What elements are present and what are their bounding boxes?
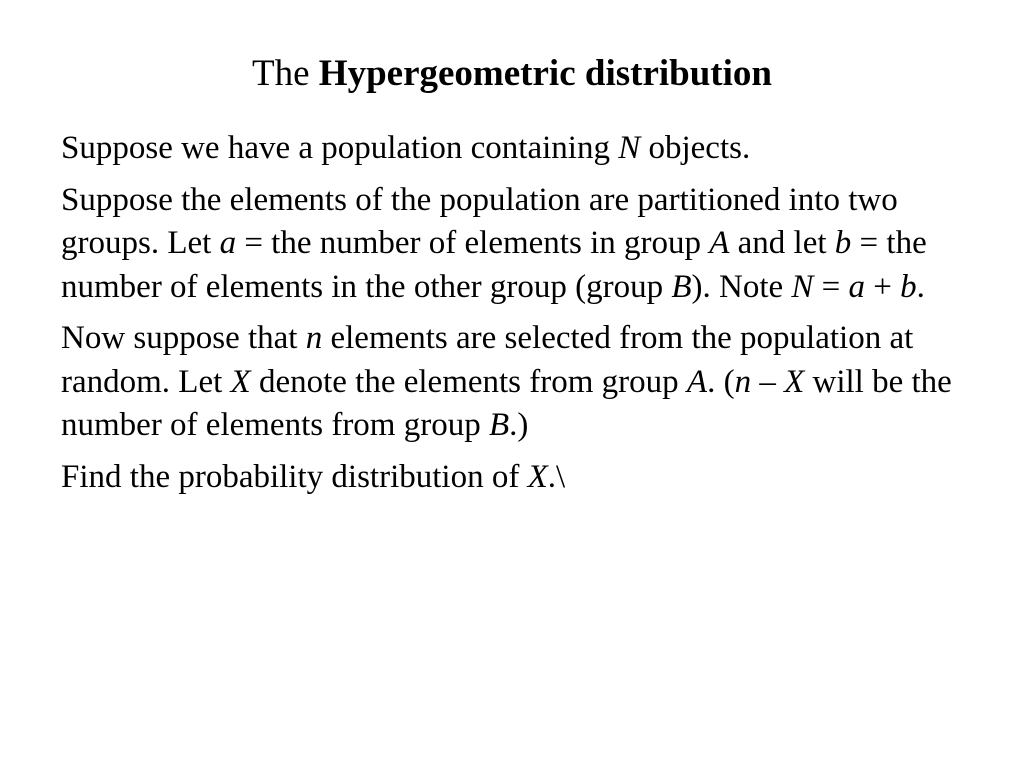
paragraph-question xyxy=(61,456,996,500)
text: Find the probability distribution of xyxy=(61,458,528,495)
var-A: A xyxy=(686,363,708,400)
text: will be the number of elements from group xyxy=(61,363,952,443)
var-a: a xyxy=(219,225,237,261)
var-X: X xyxy=(784,363,805,400)
paragraph-partition xyxy=(61,179,996,310)
var-A: A xyxy=(709,225,730,261)
text: and let xyxy=(729,225,835,261)
title-bold: Hypergeometric distribution xyxy=(318,53,772,94)
text: .) xyxy=(509,407,529,443)
eq-a: a xyxy=(848,268,866,305)
eq-b: b xyxy=(900,268,917,305)
var-b: b xyxy=(834,225,852,261)
slide-title xyxy=(0,50,1024,98)
text: = the number of elements in group xyxy=(236,225,710,261)
text: ). Note xyxy=(691,268,792,305)
text: – xyxy=(751,363,785,400)
text: Suppose the elements of the population are partitioned into two groups. Let xyxy=(61,181,898,261)
text: . xyxy=(916,268,925,305)
eq-plus: + xyxy=(865,268,901,305)
text: Now suppose that xyxy=(61,320,306,356)
text: elements are selected from the population at random. Let xyxy=(61,320,914,400)
var-B: B xyxy=(488,407,510,443)
paragraph-selection xyxy=(61,317,996,448)
text: = the number of elements in the other group (group xyxy=(61,225,927,305)
var-N: N xyxy=(618,130,641,166)
title-plain: The xyxy=(252,53,319,94)
eq-equals: = xyxy=(813,268,849,305)
slide-body xyxy=(61,127,996,507)
text: . ( xyxy=(707,363,735,400)
var-n: n xyxy=(305,320,323,356)
eq-N: N xyxy=(791,268,814,305)
text: objects. xyxy=(640,130,751,166)
var-X: X xyxy=(230,363,251,400)
var-n: n xyxy=(734,363,752,400)
var-X: X xyxy=(527,458,548,495)
text: .\ xyxy=(547,458,566,495)
paragraph-population xyxy=(61,127,996,171)
text: denote the elements from group xyxy=(250,363,687,400)
text: Suppose we have a population containing xyxy=(61,130,619,166)
var-B: B xyxy=(671,268,692,305)
